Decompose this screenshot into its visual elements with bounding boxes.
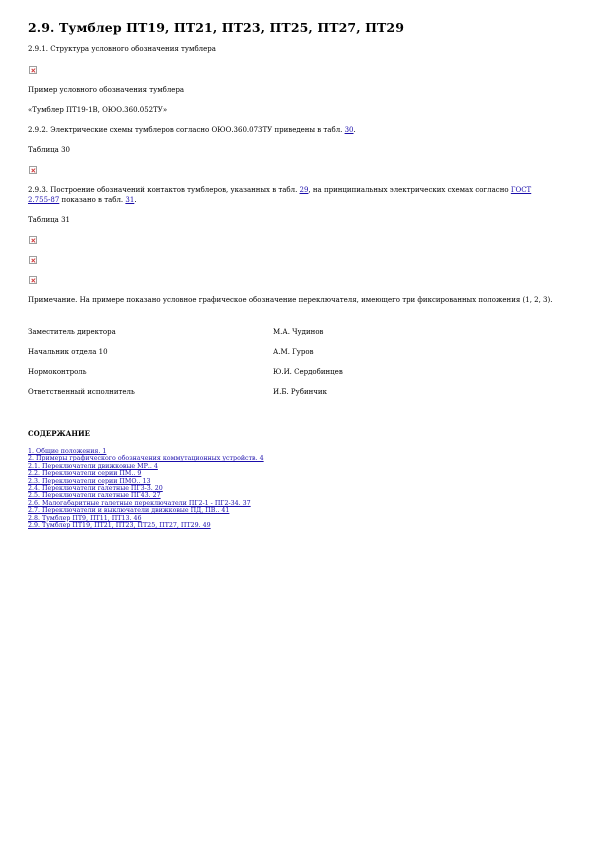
toc-link[interactable]: 2.2. Переключатели серии ПМ.. 9 <box>28 470 142 478</box>
example-heading: Пример условного обозначения тумблера <box>28 86 185 94</box>
section-title: 2.9. Тумблер ПТ19, ПТ21, ПТ23, ПТ25, ПТ27, ПТ29 <box>28 20 405 35</box>
example-value: «Тумблер ПТ19-1В, ОЮО.360.052ТУ» <box>28 106 168 114</box>
circuits-paragraph <box>28 126 356 136</box>
toc-link[interactable]: 2.7. Переключатели и выключатели движковые ПД, ПВ.. 41 <box>28 507 230 515</box>
toc-item <box>28 478 264 485</box>
broken-image-icon <box>29 256 37 264</box>
toc-link[interactable]: 2.8. Тумблер ПТ9, ПТ11, ПТ13. 46 <box>28 514 142 522</box>
table-30-label: Таблица 30 <box>28 146 70 154</box>
signature-name: И.Б. Рубинчик <box>273 388 327 396</box>
toc-item <box>28 463 264 470</box>
toc-item <box>28 448 264 455</box>
toc-item <box>28 492 264 499</box>
broken-image-icon <box>29 236 37 244</box>
toc-link[interactable]: 2.9. Тумблер ПТ19, ПТ21, ПТ23, ПТ25, ПТ27, ПТ29. 49 <box>28 522 211 530</box>
toc-item <box>28 485 264 492</box>
toc-link[interactable]: 2.6. Малогабаритные галетные переключатели ПГ2-1 - ПГ2-34. 37 <box>28 499 251 507</box>
note-paragraph: Примечание. На примере показано условное графическое обозначение переключателя, имеющего три фиксированных положения (1, 2, 3). <box>28 296 553 304</box>
toc-item <box>28 522 264 529</box>
toc-item <box>28 470 264 477</box>
table-31-link[interactable]: 31 <box>125 195 135 204</box>
signature-role: Ответственный исполнитель <box>28 388 135 396</box>
toc-item <box>28 455 264 462</box>
signature-name: М.А. Чудинов <box>273 328 324 336</box>
toc-item <box>28 515 264 522</box>
toc-link[interactable]: 2.3. Переключатели серии ПМО.. 13 <box>28 477 151 485</box>
contacts-text-3: показано в табл. <box>59 195 126 204</box>
toc-link[interactable]: 2.1. Переключатели движковые МР.. 4 <box>28 462 158 470</box>
table-31-label: Таблица 31 <box>28 216 70 224</box>
broken-image-icon <box>29 166 37 174</box>
gost-link[interactable]: ГОСТ 2.755-87 <box>28 186 532 204</box>
signature-role: Заместитель директора <box>28 328 116 336</box>
signature-name: Ю.И. Сердобинцев <box>273 368 343 376</box>
contacts-text-1: 2.9.3. Построение обозначений контактов тумблеров, указанных в табл. <box>28 186 300 194</box>
toc-item <box>28 500 264 507</box>
toc-link[interactable]: 2.5. Переключатели галетные ПГ43. 27 <box>28 492 161 500</box>
toc-title: СОДЕРЖАНИЕ <box>28 429 90 438</box>
toc-link[interactable]: 1. Общие положения. 1 <box>28 448 107 455</box>
toc-item <box>28 507 264 514</box>
table-30-link[interactable]: 30 <box>344 126 354 134</box>
broken-image-icon <box>29 276 37 284</box>
contacts-end: . <box>134 195 137 204</box>
signature-role: Начальник отдела 10 <box>28 348 108 356</box>
contacts-text-2: , на принципиальных электрических схемах согласно <box>308 186 511 194</box>
broken-image-icon <box>29 66 37 74</box>
circuits-text: 2.9.2. Электрические схемы тумблеров согласно ОЮО.360.073ТУ приведены в табл. <box>28 126 345 134</box>
signature-role: Нормоконтроль <box>28 368 87 376</box>
toc-link[interactable]: 2.4. Переключатели галетные ПГ3-3. 20 <box>28 485 163 493</box>
contacts-paragraph <box>28 186 553 205</box>
circuits-end: . <box>353 126 356 134</box>
signature-name: А.М. Гуров <box>273 348 314 356</box>
table-29-link[interactable]: 29 <box>299 186 309 194</box>
structure-label: 2.9.1. Структура условного обозначения тумблера <box>28 45 216 53</box>
toc-link[interactable]: 2. Примеры графического обозначения коммутационных устройств. 4 <box>28 455 264 463</box>
table-of-contents <box>28 448 264 529</box>
